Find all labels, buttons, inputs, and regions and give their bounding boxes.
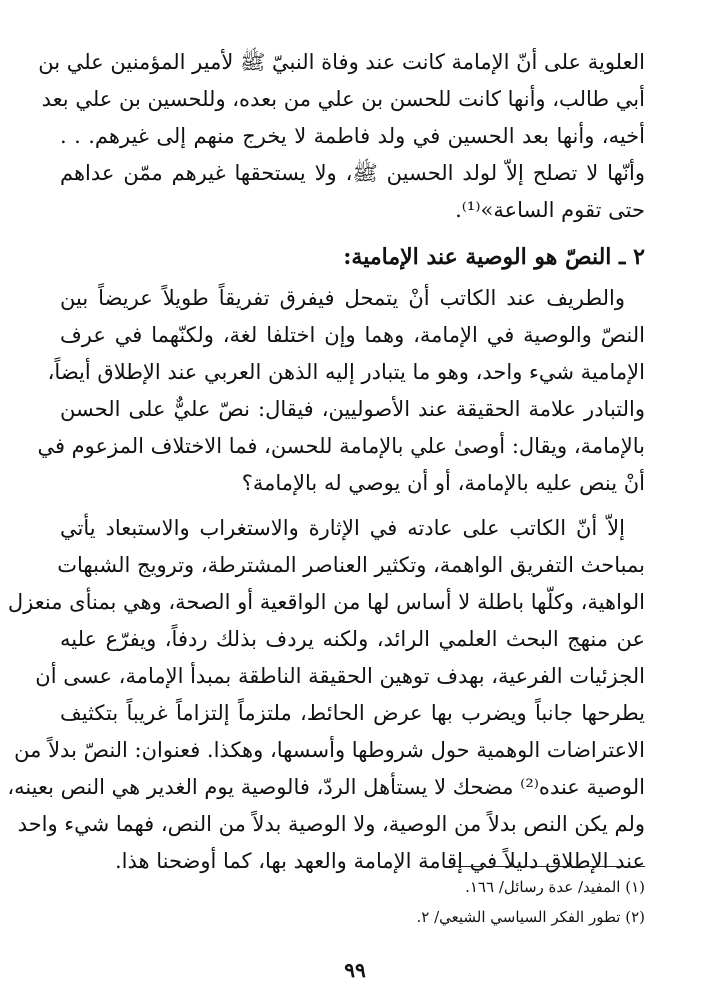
paragraph-continuation xyxy=(38,44,645,229)
text-line: بالإمامة، ويقال: أوصىٰ علي بالإمامة للحسن، فما الاختلاف المزعوم في xyxy=(37,434,645,458)
footnote-separator xyxy=(451,866,645,867)
text-line: والتبادر علامة الحقيقة عند الأصوليين، فيقال: نصّ عليٌّ على الحسن xyxy=(60,397,645,421)
footnote: (٢) تطور الفكر السياسي الشيعي/ ٢. xyxy=(416,908,645,926)
text-line: الاعتراضات الوهمية حول شروطها وأسسها، وهكذا. فعنوان: النصّ بدلاً من xyxy=(14,738,645,762)
text-line: إلاّ أنّ الكاتب على عادته في الإثارة والاستغراب والاستبعاد يأتي xyxy=(60,516,625,540)
paragraph xyxy=(7,510,645,880)
text-line: النصّ والوصية في الإمامة، وهما وإن اختلفا لغة، ولكنّهما في عرف xyxy=(60,323,645,347)
text-line: أنْ ينص عليه بالإمامة، أو أن يوصي له بالإمامة؟ xyxy=(241,471,645,495)
text-line: الواهية، وكلّها باطلة لا أساس لها من الواقعية أو الصحة، وهي بمنأى منعزل xyxy=(7,590,645,614)
text-line: وأنّها لا تصلح إلاّ لولد الحسين ﷺ، ولا يستحقها غيرهم ممّن عداهم xyxy=(60,161,645,185)
text-line: العلوية على أنّ الإمامة كانت عند وفاة النبيّ ﷺ لأمير المؤمنين علي بن xyxy=(38,50,645,74)
section-heading: ٢ ـ النصّ هو الوصية عند الإمامية: xyxy=(343,244,645,270)
page-number: ٩٩ xyxy=(344,958,366,982)
text-line: حتى تقوم الساعة»⁽¹⁾. xyxy=(455,198,645,222)
text-line: يطرحها جانباً ويضرب بها عرض الحائط، ملتزماً إلتزاماً غريباً بتكثيف xyxy=(60,701,645,725)
text-line: والطريف عند الكاتب أنْ يتمحل فيفرق تفريقاً طويلاً عريضاً بين xyxy=(60,286,625,310)
page-body xyxy=(7,44,645,880)
text-line: أبي طالب، وأنها كانت للحسن بن علي من بعده، وللحسين بن علي بعد xyxy=(41,87,645,111)
text-line: الجزئيات الفرعية، بهدف توهين الحقيقة الناطقة بمبدأ الإمامة، عسى أن xyxy=(35,664,645,688)
text-line: أخيه، وأنها بعد الحسين في ولد فاطمة لا يخرج منهم إلى غيرهم. . . xyxy=(60,124,645,148)
footnotes xyxy=(225,872,645,932)
text-line: الوصية عنده⁽²⁾ مضحك لا يستأهل الردّ، فالوصية يوم الغدير هي النص بعينه، xyxy=(7,775,645,799)
text-line: ولم يكن النص بدلاً من الوصية، ولا الوصية بدلاً من النص، فهما شيء واحد xyxy=(17,812,645,836)
text-line: عند الإطلاق دليلاً في إقامة الإمامة والعهد بها، كما أوضحنا هذا. xyxy=(114,849,645,873)
text-line: عن منهج البحث العلمي الرائد، ولكنه يردف بذلك ردفاً، ويفرّع عليه xyxy=(60,627,645,651)
text-line: بمباحث التفريق الواهمة، وتكثير العناصر المشترطة، وترويج الشبهات xyxy=(57,553,645,577)
footnote: (١) المفيد/ عدة رسائل/ ١٦٦. xyxy=(465,878,645,896)
text-line: الإمامية شيء واحد، وهو ما يتبادر إليه الذهن العربي عند الإطلاق أيضاً، xyxy=(47,360,645,384)
paragraph xyxy=(37,280,645,502)
